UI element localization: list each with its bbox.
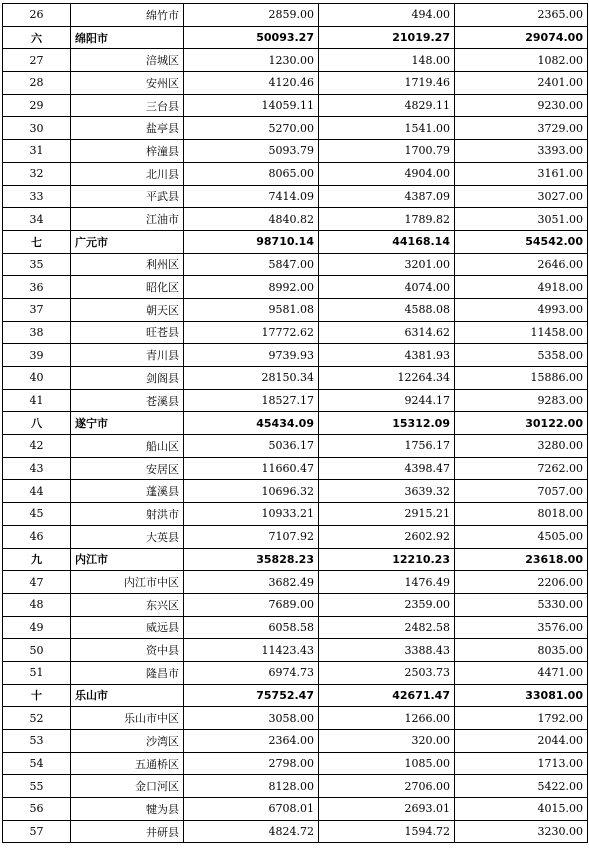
table-row xyxy=(3,457,588,480)
value-part-one-cell: 2915.21 xyxy=(319,503,455,526)
row-index-cell: 48 xyxy=(3,593,71,616)
value-part-two-cell: 7057.00 xyxy=(455,480,588,503)
region-name-cell: 乐山市 xyxy=(71,684,184,707)
value-part-two-cell: 3051.00 xyxy=(455,208,588,231)
value-total-cell: 4840.82 xyxy=(184,208,319,231)
value-part-two-cell: 9283.00 xyxy=(455,389,588,412)
region-name-cell: 隆昌市 xyxy=(71,661,184,684)
row-index-cell: 43 xyxy=(3,457,71,480)
region-name-cell: 江油市 xyxy=(71,208,184,231)
value-total-cell: 4120.46 xyxy=(184,72,319,95)
region-name-cell: 绵阳市 xyxy=(71,26,184,49)
table-row xyxy=(3,752,588,775)
region-name-cell: 盐亭县 xyxy=(71,117,184,140)
value-part-one-cell: 12264.34 xyxy=(319,367,455,390)
row-index-cell: 40 xyxy=(3,367,71,390)
group-row xyxy=(3,26,588,49)
region-name-cell: 沙湾区 xyxy=(71,730,184,753)
value-part-one-cell: 3388.43 xyxy=(319,639,455,662)
row-index-cell: 26 xyxy=(3,4,71,27)
value-total-cell: 2364.00 xyxy=(184,730,319,753)
table-row xyxy=(3,730,588,753)
table-row xyxy=(3,117,588,140)
row-index-cell: 55 xyxy=(3,775,71,798)
table-row xyxy=(3,140,588,163)
value-part-two-cell: 3729.00 xyxy=(455,117,588,140)
row-index-cell: 45 xyxy=(3,503,71,526)
region-name-cell: 苍溪县 xyxy=(71,389,184,412)
value-total-cell: 18527.17 xyxy=(184,389,319,412)
row-index-cell: 52 xyxy=(3,707,71,730)
value-part-two-cell: 5330.00 xyxy=(455,593,588,616)
value-part-two-cell: 8018.00 xyxy=(455,503,588,526)
region-name-cell: 安居区 xyxy=(71,457,184,480)
value-part-one-cell: 1756.17 xyxy=(319,435,455,458)
region-name-cell: 内江市 xyxy=(71,548,184,571)
value-total-cell: 4824.72 xyxy=(184,820,319,843)
table-row xyxy=(3,344,588,367)
value-part-one-cell: 4387.09 xyxy=(319,185,455,208)
value-part-two-cell: 3576.00 xyxy=(455,616,588,639)
table-row xyxy=(3,798,588,821)
value-part-one-cell: 1789.82 xyxy=(319,208,455,231)
group-row xyxy=(3,230,588,253)
region-name-cell: 乐山市中区 xyxy=(71,707,184,730)
value-total-cell: 98710.14 xyxy=(184,230,319,253)
table-row xyxy=(3,661,588,684)
table-row xyxy=(3,707,588,730)
value-part-two-cell: 3393.00 xyxy=(455,140,588,163)
value-part-two-cell: 33081.00 xyxy=(455,684,588,707)
region-name-cell: 遂宁市 xyxy=(71,412,184,435)
region-name-cell: 内江市中区 xyxy=(71,571,184,594)
value-part-one-cell: 15312.09 xyxy=(319,412,455,435)
value-total-cell: 10696.32 xyxy=(184,480,319,503)
table-row xyxy=(3,94,588,117)
value-part-one-cell: 6314.62 xyxy=(319,321,455,344)
value-part-two-cell: 23618.00 xyxy=(455,548,588,571)
row-index-cell: 30 xyxy=(3,117,71,140)
value-part-two-cell: 11458.00 xyxy=(455,321,588,344)
row-index-cell: 46 xyxy=(3,525,71,548)
value-part-two-cell: 4015.00 xyxy=(455,798,588,821)
region-name-cell: 大英县 xyxy=(71,525,184,548)
value-part-two-cell: 54542.00 xyxy=(455,230,588,253)
region-name-cell: 利州区 xyxy=(71,253,184,276)
value-part-two-cell: 2206.00 xyxy=(455,571,588,594)
value-part-two-cell: 2365.00 xyxy=(455,4,588,27)
value-part-two-cell: 9230.00 xyxy=(455,94,588,117)
row-index-cell: 33 xyxy=(3,185,71,208)
region-name-cell: 射洪市 xyxy=(71,503,184,526)
value-total-cell: 5847.00 xyxy=(184,253,319,276)
region-name-cell: 五通桥区 xyxy=(71,752,184,775)
region-name-cell: 平武县 xyxy=(71,185,184,208)
value-total-cell: 5270.00 xyxy=(184,117,319,140)
table-row xyxy=(3,435,588,458)
value-total-cell: 50093.27 xyxy=(184,26,319,49)
value-total-cell: 2798.00 xyxy=(184,752,319,775)
value-part-one-cell: 1266.00 xyxy=(319,707,455,730)
value-part-two-cell: 15886.00 xyxy=(455,367,588,390)
table-row xyxy=(3,480,588,503)
value-part-one-cell: 1594.72 xyxy=(319,820,455,843)
region-name-cell: 威远县 xyxy=(71,616,184,639)
row-index-cell: 50 xyxy=(3,639,71,662)
group-row xyxy=(3,684,588,707)
value-part-two-cell: 3280.00 xyxy=(455,435,588,458)
value-part-two-cell: 4993.00 xyxy=(455,298,588,321)
value-total-cell: 9739.93 xyxy=(184,344,319,367)
value-total-cell: 7107.92 xyxy=(184,525,319,548)
value-total-cell: 7689.00 xyxy=(184,593,319,616)
value-total-cell: 5093.79 xyxy=(184,140,319,163)
region-name-cell: 安州区 xyxy=(71,72,184,95)
row-index-cell: 36 xyxy=(3,276,71,299)
value-total-cell: 10933.21 xyxy=(184,503,319,526)
value-part-two-cell: 2646.00 xyxy=(455,253,588,276)
value-part-two-cell: 2044.00 xyxy=(455,730,588,753)
allocation-table xyxy=(2,3,588,843)
table-row xyxy=(3,525,588,548)
table-row xyxy=(3,571,588,594)
value-part-one-cell: 494.00 xyxy=(319,4,455,27)
value-part-one-cell: 320.00 xyxy=(319,730,455,753)
table-row xyxy=(3,49,588,72)
value-part-one-cell: 1719.46 xyxy=(319,72,455,95)
value-part-one-cell: 4074.00 xyxy=(319,276,455,299)
row-index-cell: 28 xyxy=(3,72,71,95)
region-name-cell: 绵竹市 xyxy=(71,4,184,27)
row-index-cell: 32 xyxy=(3,162,71,185)
value-total-cell: 3058.00 xyxy=(184,707,319,730)
value-part-one-cell: 1541.00 xyxy=(319,117,455,140)
row-index-cell: 29 xyxy=(3,94,71,117)
region-name-cell: 蓬溪县 xyxy=(71,480,184,503)
value-part-one-cell: 9244.17 xyxy=(319,389,455,412)
region-name-cell: 三台县 xyxy=(71,94,184,117)
value-part-one-cell: 1700.79 xyxy=(319,140,455,163)
value-total-cell: 8065.00 xyxy=(184,162,319,185)
table-row xyxy=(3,4,588,27)
table-row xyxy=(3,298,588,321)
value-part-two-cell: 3027.00 xyxy=(455,185,588,208)
row-index-cell: 42 xyxy=(3,435,71,458)
value-part-one-cell: 42671.47 xyxy=(319,684,455,707)
value-part-two-cell: 1082.00 xyxy=(455,49,588,72)
value-part-one-cell: 1085.00 xyxy=(319,752,455,775)
row-index-cell: 35 xyxy=(3,253,71,276)
row-index-cell: 57 xyxy=(3,820,71,843)
row-index-cell: 十 xyxy=(3,684,71,707)
value-part-one-cell: 21019.27 xyxy=(319,26,455,49)
group-row xyxy=(3,548,588,571)
table-row xyxy=(3,775,588,798)
value-total-cell: 3682.49 xyxy=(184,571,319,594)
value-part-two-cell: 4505.00 xyxy=(455,525,588,548)
value-part-two-cell: 1713.00 xyxy=(455,752,588,775)
value-total-cell: 6058.58 xyxy=(184,616,319,639)
table-row xyxy=(3,820,588,843)
value-part-two-cell: 5422.00 xyxy=(455,775,588,798)
row-index-cell: 49 xyxy=(3,616,71,639)
region-name-cell: 青川县 xyxy=(71,344,184,367)
value-total-cell: 2859.00 xyxy=(184,4,319,27)
region-name-cell: 北川县 xyxy=(71,162,184,185)
value-part-one-cell: 2693.01 xyxy=(319,798,455,821)
value-part-two-cell: 30122.00 xyxy=(455,412,588,435)
region-name-cell: 东兴区 xyxy=(71,593,184,616)
row-index-cell: 44 xyxy=(3,480,71,503)
region-name-cell: 涪城区 xyxy=(71,49,184,72)
value-total-cell: 7414.09 xyxy=(184,185,319,208)
value-part-one-cell: 44168.14 xyxy=(319,230,455,253)
value-part-one-cell: 2359.00 xyxy=(319,593,455,616)
value-part-one-cell: 12210.23 xyxy=(319,548,455,571)
value-total-cell: 11660.47 xyxy=(184,457,319,480)
region-name-cell: 剑阁县 xyxy=(71,367,184,390)
value-part-one-cell: 148.00 xyxy=(319,49,455,72)
value-part-one-cell: 4588.08 xyxy=(319,298,455,321)
region-name-cell: 广元市 xyxy=(71,230,184,253)
value-part-two-cell: 1792.00 xyxy=(455,707,588,730)
value-total-cell: 5036.17 xyxy=(184,435,319,458)
region-name-cell: 昭化区 xyxy=(71,276,184,299)
value-part-two-cell: 8035.00 xyxy=(455,639,588,662)
region-name-cell: 资中县 xyxy=(71,639,184,662)
row-index-cell: 27 xyxy=(3,49,71,72)
value-part-one-cell: 3639.32 xyxy=(319,480,455,503)
value-part-one-cell: 2503.73 xyxy=(319,661,455,684)
value-part-one-cell: 4829.11 xyxy=(319,94,455,117)
region-name-cell: 梓潼县 xyxy=(71,140,184,163)
table-row xyxy=(3,321,588,344)
table-row xyxy=(3,72,588,95)
row-index-cell: 53 xyxy=(3,730,71,753)
value-part-two-cell: 4918.00 xyxy=(455,276,588,299)
region-name-cell: 金口河区 xyxy=(71,775,184,798)
value-part-two-cell: 2401.00 xyxy=(455,72,588,95)
value-total-cell: 28150.34 xyxy=(184,367,319,390)
row-index-cell: 八 xyxy=(3,412,71,435)
row-index-cell: 37 xyxy=(3,298,71,321)
value-total-cell: 8128.00 xyxy=(184,775,319,798)
row-index-cell: 七 xyxy=(3,230,71,253)
row-index-cell: 31 xyxy=(3,140,71,163)
value-part-one-cell: 2706.00 xyxy=(319,775,455,798)
row-index-cell: 51 xyxy=(3,661,71,684)
table-row xyxy=(3,162,588,185)
value-total-cell: 9581.08 xyxy=(184,298,319,321)
table-row xyxy=(3,253,588,276)
region-name-cell: 犍为县 xyxy=(71,798,184,821)
value-total-cell: 6974.73 xyxy=(184,661,319,684)
table-row xyxy=(3,639,588,662)
region-name-cell: 井研县 xyxy=(71,820,184,843)
value-part-one-cell: 2482.58 xyxy=(319,616,455,639)
row-index-cell: 54 xyxy=(3,752,71,775)
value-total-cell: 8992.00 xyxy=(184,276,319,299)
value-total-cell: 11423.43 xyxy=(184,639,319,662)
value-part-one-cell: 4381.93 xyxy=(319,344,455,367)
value-part-two-cell: 3230.00 xyxy=(455,820,588,843)
table-row xyxy=(3,208,588,231)
table-row xyxy=(3,389,588,412)
row-index-cell: 39 xyxy=(3,344,71,367)
row-index-cell: 38 xyxy=(3,321,71,344)
value-part-two-cell: 29074.00 xyxy=(455,26,588,49)
row-index-cell: 47 xyxy=(3,571,71,594)
value-part-two-cell: 4471.00 xyxy=(455,661,588,684)
value-part-one-cell: 4904.00 xyxy=(319,162,455,185)
row-index-cell: 34 xyxy=(3,208,71,231)
value-total-cell: 75752.47 xyxy=(184,684,319,707)
value-total-cell: 45434.09 xyxy=(184,412,319,435)
value-part-one-cell: 2602.92 xyxy=(319,525,455,548)
table-row xyxy=(3,276,588,299)
table-row xyxy=(3,185,588,208)
value-part-two-cell: 5358.00 xyxy=(455,344,588,367)
value-part-one-cell: 3201.00 xyxy=(319,253,455,276)
table-body xyxy=(3,4,588,843)
region-name-cell: 旺苍县 xyxy=(71,321,184,344)
value-total-cell: 14059.11 xyxy=(184,94,319,117)
table-row xyxy=(3,367,588,390)
value-part-one-cell: 4398.47 xyxy=(319,457,455,480)
row-index-cell: 56 xyxy=(3,798,71,821)
value-part-one-cell: 1476.49 xyxy=(319,571,455,594)
value-part-two-cell: 7262.00 xyxy=(455,457,588,480)
region-name-cell: 船山区 xyxy=(71,435,184,458)
region-name-cell: 朝天区 xyxy=(71,298,184,321)
group-row xyxy=(3,412,588,435)
value-part-two-cell: 3161.00 xyxy=(455,162,588,185)
value-total-cell: 1230.00 xyxy=(184,49,319,72)
table-row xyxy=(3,616,588,639)
value-total-cell: 17772.62 xyxy=(184,321,319,344)
table-row xyxy=(3,503,588,526)
table-row xyxy=(3,593,588,616)
value-total-cell: 35828.23 xyxy=(184,548,319,571)
row-index-cell: 六 xyxy=(3,26,71,49)
value-total-cell: 6708.01 xyxy=(184,798,319,821)
row-index-cell: 41 xyxy=(3,389,71,412)
row-index-cell: 九 xyxy=(3,548,71,571)
